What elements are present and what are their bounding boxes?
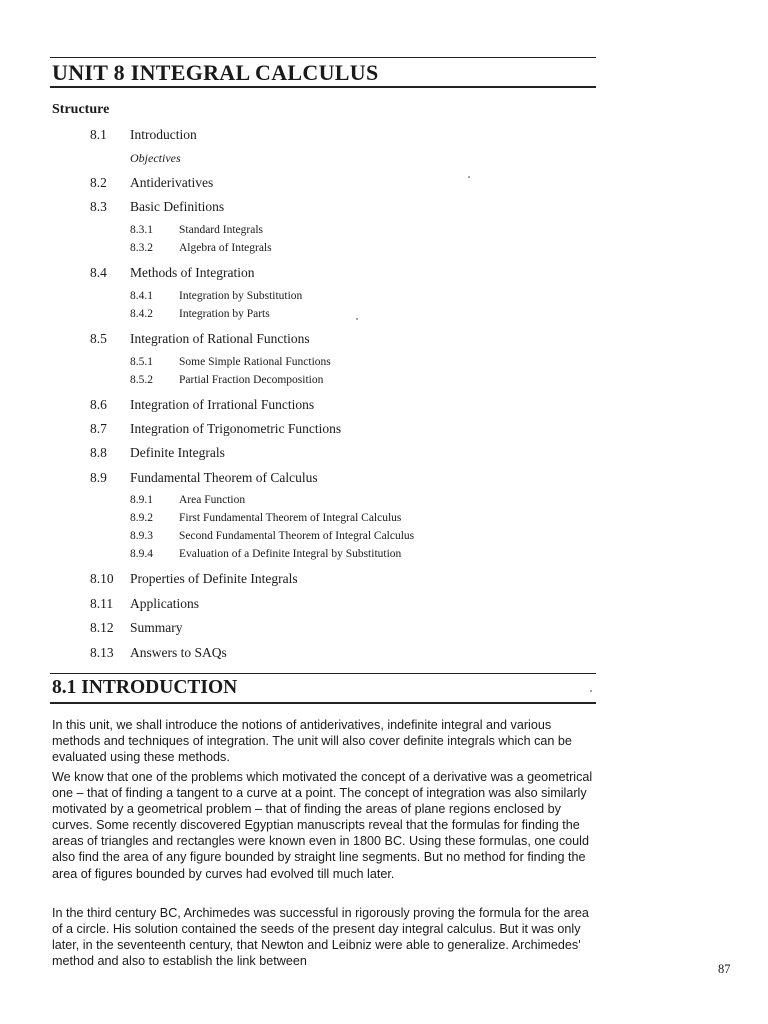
toc-title: First Fundamental Theorem of Integral Calculus [179,512,402,524]
paragraph-intro: In this unit, we shall introduce the notions of antiderivatives, indefinite integral and various methods and techniques of integration. The unit will also cover definite integrals which can be evaluated using these methods. [52,718,572,765]
toc-number: 8.4.1 [130,290,153,302]
toc-number: 8.9.4 [130,548,153,560]
toc-number: 8.10 [90,571,114,586]
toc-number: 8.3.2 [130,242,153,254]
toc-number: 8.9 [90,470,107,485]
toc-title: Second Fundamental Theorem of Integral Calculus [179,530,415,542]
toc-entry-8-6 [90,397,314,413]
toc-title: Evaluation of a Definite Integral by Substitution [179,548,402,560]
toc-entry-8-13 [90,645,227,661]
unit-title: UNIT 8 INTEGRAL CALCULUS [52,60,379,85]
top-rule [50,57,596,58]
toc-entry-8-5-1 [130,356,331,368]
toc-entry-8-4-2 [130,308,270,320]
toc-title: Answers to SAQs [130,645,227,660]
toc-number: 8.3.1 [130,224,153,236]
toc-number: 8.9.2 [130,512,153,524]
title-underline [50,86,596,88]
toc-number: 8.4.2 [130,308,153,320]
toc-title: Integration by Parts [179,308,270,320]
paragraph-archimedes: In the third century BC, Archimedes was successful in rigorously proving the formula for the area of a circle. His solution contained the seeds of the present day integral calculus. But it was only later, in the seventeenth century, that Newton and Leibniz were able to generalize. Archimedes' method and also to establish the link between [52,906,589,969]
toc-title: Antiderivatives [130,175,214,190]
toc-entry-8-5-2 [130,374,323,386]
toc-number: 8.9.1 [130,494,153,506]
toc-title: Definite Integrals [130,445,225,460]
toc-entry-8-12 [90,620,183,636]
toc-number: 8.7 [90,421,107,436]
toc-number: 8.4 [90,265,107,280]
toc-number: 8.8 [90,445,107,460]
toc-entry-8-9-1 [130,494,245,506]
toc-number: 8.6 [90,397,107,412]
toc-number: 8.5.2 [130,374,153,386]
toc-entry-8-9-4 [130,548,401,560]
scan-speck [356,318,358,320]
toc-title: Applications [130,596,199,611]
toc-entry-8-10 [90,571,298,587]
section-top-rule [50,673,596,674]
toc-title: Integration of Rational Functions [130,331,310,346]
scan-speck [468,176,470,178]
structure-heading: Structure [52,102,110,117]
toc-number: 8.9.3 [130,530,153,542]
toc-number: 8.1 [90,127,107,142]
toc-number: 8.5 [90,331,107,346]
section-heading: 8.1 INTRODUCTION [52,677,238,698]
toc-objectives: Objectives [130,151,181,165]
toc-title: Fundamental Theorem of Calculus [130,470,318,485]
toc-title: Integration by Substitution [179,290,303,302]
toc-title: Algebra of Integrals [179,242,272,254]
toc-entry-8-9 [90,470,318,486]
toc-title: Summary [130,620,183,635]
toc-entry-8-7 [90,421,341,437]
toc-entry-8-3 [90,199,224,215]
toc-title: Integration of Trigonometric Functions [130,421,342,436]
toc-entry-8-11 [90,596,199,612]
toc-entry-8-9-3 [130,530,414,542]
paragraph-history: We know that one of the problems which motivated the concept of a derivative was a geometrical one – that of finding a tangent to a curve at a point. The concept of integration was also similarly motivated by a geometrical problem – that of finding the areas of plane regions enclosed by curves. Some recently discovered Egyptian manuscripts reveal that the formulas for finding the areas of triangles and rectangles were known even in 1800 BC. Using these formulas, one could also find the area of any figure bounded by straight line segments. But no method for finding the area of figures bounded by curves had evolved till much later. [52,770,593,881]
toc-entry-8-5 [90,331,310,347]
toc-entry-8-4 [90,265,254,281]
toc-entry-8-3-2 [130,242,272,254]
toc-title: Area Function [179,494,246,506]
toc-entry-8-8 [90,445,225,461]
toc-entry-8-4-1 [130,290,302,302]
toc-title: Standard Integrals [179,224,263,236]
toc-title: Properties of Definite Integrals [130,571,298,586]
toc-entry-8-1 [90,127,197,143]
toc-number: 8.3 [90,199,107,214]
toc-title: Some Simple Rational Functions [179,356,331,368]
toc-title: Basic Definitions [130,199,225,214]
toc-title: Partial Fraction Decomposition [179,374,324,386]
toc-title: Introduction [130,127,197,142]
toc-number: 8.11 [90,596,114,611]
toc-number: 8.5.1 [130,356,153,368]
toc-title: Integration of Irrational Functions [130,397,315,412]
toc-entry-8-9-2 [130,512,401,524]
section-underline [50,702,596,704]
toc-entry-8-2 [90,175,213,191]
scan-speck [590,690,592,692]
toc-title: Methods of Integration [130,265,255,280]
toc-number: 8.2 [90,175,107,190]
toc-number: 8.13 [90,645,114,660]
toc-number: 8.12 [90,620,114,635]
page-number: 87 [718,962,731,976]
toc-entry-8-3-1 [130,224,263,236]
